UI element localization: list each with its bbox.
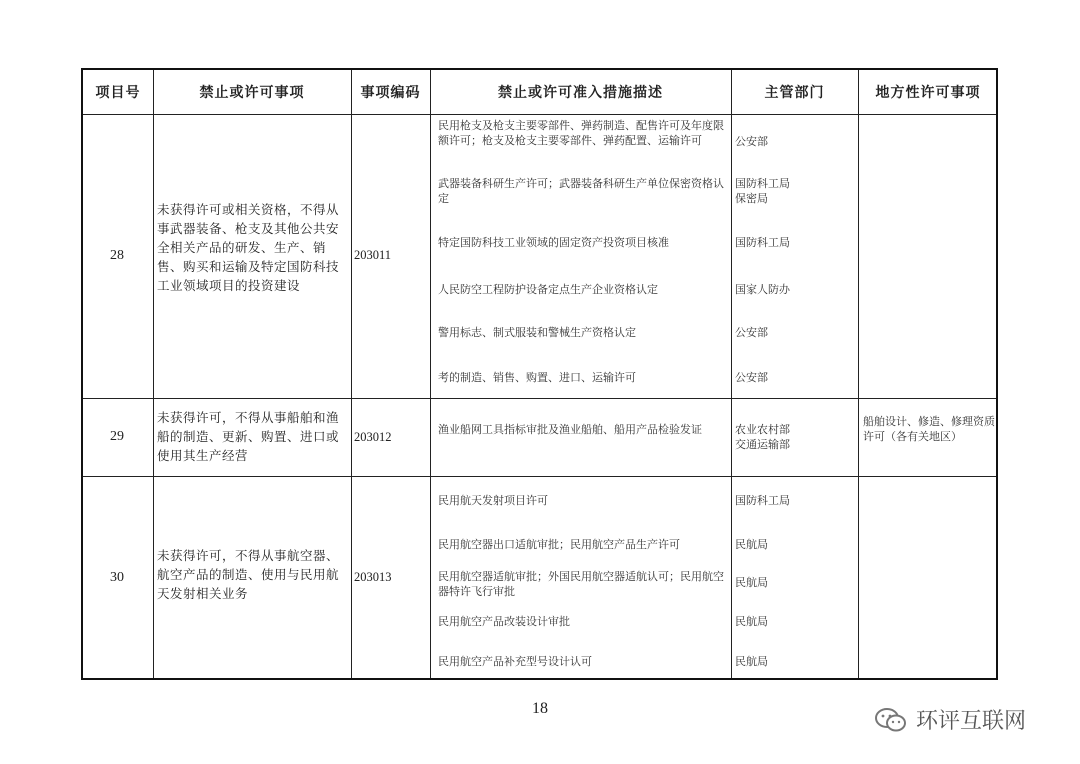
row-28-item: 未获得许可或相关资格，不得从事武器装备、枪支及其他公共安全相关产品的研发、生产、销售、购买和运输及特定国防科技工业领域项目的投资建设 — [157, 202, 340, 293]
row-30-item: 未获得许可，不得从事航空器、航空产品的制造、使用与民用航天发射相关业务 — [157, 548, 340, 601]
row-28-measure-4: 人民防空工程防护设备定点生产企业资格认定 — [438, 283, 658, 296]
row-28-measure-2: 武器装备科研生产许可；武器装备科研生产单位保密资格认定 — [438, 177, 724, 205]
row-30-measure-3: 民用航空器适航审批；外国民用航空器适航认可；民用航空器特许飞行审批 — [438, 570, 724, 598]
row-29-dept-1: 农业农村部 交通运输部 — [735, 423, 790, 451]
row-29-code: 203012 — [354, 430, 392, 444]
col-divider-4 — [731, 70, 732, 678]
row-28-dept-2: 国防科工局 保密局 — [735, 177, 790, 205]
row-30-dept-4: 民航局 — [735, 615, 768, 628]
header-item: 禁止或许可事项 — [199, 85, 305, 101]
watermark-text: 环评互联网 — [916, 709, 1027, 734]
header-local-permit: 地方性许可事项 — [875, 85, 981, 101]
row-29-item: 未获得许可，不得从事船舶和渔船的制造、更新、购置、进口或使用其生产经营 — [157, 410, 340, 463]
col-divider-5 — [858, 70, 859, 678]
wechat-icon — [874, 707, 908, 733]
row-28-dept-4: 国家人防办 — [735, 283, 790, 296]
header-project-no: 项目号 — [95, 85, 141, 101]
header-code: 事项编码 — [360, 85, 421, 101]
row-29-number: 29 — [110, 429, 124, 444]
page-number: 18 — [532, 700, 548, 717]
header-department: 主管部门 — [764, 85, 825, 101]
row-28-dept-5: 公安部 — [735, 326, 768, 339]
row-28-measure-1: 民用枪支及枪支主要零部件、弹药制造、配售许可及年度限额许可；枪支及枪支主要零部件、弹药配置、运输许可 — [438, 119, 724, 147]
row-30-measure-1: 民用航天发射项目许可 — [438, 494, 548, 507]
row-30-measure-5: 民用航空产品补充型号设计认可 — [438, 655, 592, 668]
row-30-number: 30 — [110, 570, 124, 585]
header-measures: 禁止或许可准入措施描述 — [498, 85, 663, 101]
row-28-number: 28 — [110, 248, 124, 263]
row-30-measure-4: 民用航空产品改装设计审批 — [438, 615, 570, 628]
col-divider-2 — [351, 70, 352, 678]
row-28-measure-5: 警用标志、制式服装和警械生产资格认定 — [438, 326, 636, 339]
col-divider-3 — [430, 70, 431, 678]
col-divider-1 — [153, 70, 154, 678]
row-28-measure-3: 特定国防科技工业领域的固定资产投资项目核准 — [438, 236, 669, 249]
row-28-dept-6: 公安部 — [735, 371, 768, 384]
row-divider-28-29 — [83, 398, 996, 399]
row-30-dept-5: 民航局 — [735, 655, 768, 668]
row-divider-29-30 — [83, 476, 996, 477]
row-28-measure-6: 考的制造、销售、购置、进口、运输许可 — [438, 371, 636, 384]
row-30-dept-3: 民航局 — [735, 576, 768, 589]
row-28-dept-3: 国防科工局 — [735, 236, 790, 249]
row-30-dept-1: 国防科工局 — [735, 494, 790, 507]
watermark — [874, 704, 1026, 735]
row-29-local-permit: 船舶设计、修造、修理资质许可（各有关地区） — [863, 415, 995, 443]
header-divider — [83, 114, 996, 115]
row-30-code: 203013 — [354, 570, 392, 584]
row-30-dept-2: 民航局 — [735, 538, 768, 551]
row-28-dept-1: 公安部 — [735, 135, 768, 148]
permit-table — [81, 68, 998, 680]
row-29-measure-1: 渔业船网工具指标审批及渔业船舶、船用产品检验发证 — [438, 423, 702, 436]
row-30-measure-2: 民用航空器出口适航审批；民用航空产品生产许可 — [438, 538, 680, 551]
row-28-code: 203011 — [354, 248, 392, 262]
